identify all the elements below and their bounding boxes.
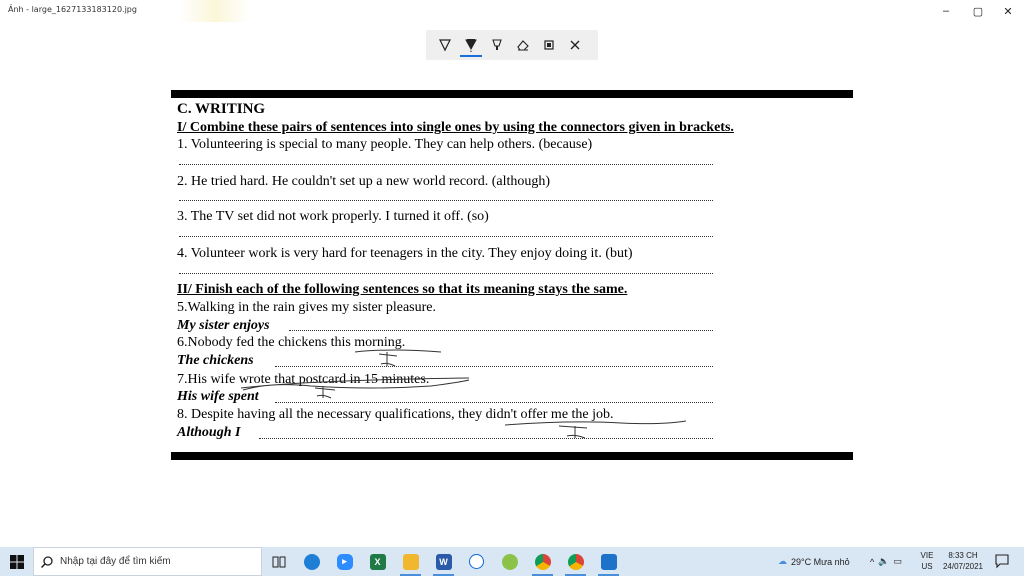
word-button[interactable] bbox=[427, 547, 460, 576]
chrome-icon bbox=[535, 554, 551, 570]
close-icon bbox=[568, 38, 582, 52]
language-bottom: US bbox=[921, 562, 933, 571]
crop-button[interactable] bbox=[536, 32, 562, 58]
notification-icon[interactable] bbox=[994, 553, 1010, 569]
question-4: 4. Volunteer work is very hard for teenagers in the city. They enjoy doing it. (but) bbox=[177, 246, 633, 261]
volume-icon: 🔈 bbox=[878, 556, 890, 566]
question-3: 3. The TV set did not work properly. I turned it off. (so) bbox=[177, 209, 489, 224]
ink-mark-q8 bbox=[559, 426, 587, 438]
answer-line-1 bbox=[179, 164, 713, 165]
answer-line-2 bbox=[179, 200, 713, 201]
weather-widget[interactable] bbox=[778, 547, 850, 576]
chevron-up-icon: ^ bbox=[870, 556, 875, 567]
language-top: VIE bbox=[920, 551, 934, 560]
eraser-icon bbox=[516, 38, 530, 52]
edge-icon bbox=[304, 554, 320, 570]
close-ink-button[interactable] bbox=[562, 32, 588, 58]
minimize-button[interactable]: – bbox=[942, 5, 950, 17]
folder-icon bbox=[403, 554, 419, 570]
file-explorer-button[interactable] bbox=[394, 547, 427, 576]
chrome-icon-2 bbox=[568, 554, 584, 570]
top-border-bar bbox=[171, 90, 853, 98]
ink-toolbar bbox=[426, 30, 598, 60]
ballpoint-pen-icon bbox=[438, 38, 452, 52]
edge-button[interactable] bbox=[295, 547, 328, 576]
zalo-button[interactable] bbox=[460, 547, 493, 576]
taskbar bbox=[0, 547, 1024, 576]
system-tray-icons[interactable] bbox=[870, 547, 902, 576]
photos-icon bbox=[601, 554, 617, 570]
weather-text: 29°C Mưa nhỏ bbox=[791, 556, 850, 567]
ballpoint-pen-button[interactable] bbox=[432, 32, 458, 58]
clock[interactable] bbox=[936, 550, 990, 572]
eraser-button[interactable] bbox=[510, 32, 536, 58]
question-8-start: Although I bbox=[177, 425, 241, 440]
bottom-border-bar bbox=[171, 452, 853, 460]
chrome-profile-button[interactable] bbox=[559, 547, 592, 576]
answer-line-7 bbox=[275, 402, 713, 403]
maximize-button[interactable]: ▢ bbox=[972, 5, 984, 18]
zoom-icon: ▸ bbox=[337, 554, 353, 570]
section1-title: I/ Combine these pairs of sentences into single ones by using the connectors given in brackets. bbox=[177, 120, 734, 135]
question-1: 1. Volunteering is special to many people. They can help others. (because) bbox=[177, 137, 593, 152]
answer-line-3 bbox=[179, 236, 713, 237]
answer-line-8 bbox=[259, 438, 713, 439]
question-7-start: His wife spent bbox=[177, 389, 259, 404]
excel-button[interactable] bbox=[361, 547, 394, 576]
green-app-button[interactable] bbox=[493, 547, 526, 576]
battery-icon: ▭ bbox=[893, 556, 902, 566]
question-7: 7.His wife wrote that postcard in 15 minutes. bbox=[177, 372, 430, 387]
crop-icon bbox=[542, 38, 556, 52]
pencil-button[interactable] bbox=[458, 32, 484, 58]
chrome-button[interactable] bbox=[526, 547, 559, 576]
question-5-start: My sister enjoys bbox=[177, 318, 270, 333]
answer-line-6 bbox=[275, 366, 713, 367]
green-app-icon bbox=[502, 554, 518, 570]
task-view-icon bbox=[272, 556, 286, 568]
worksheet-image bbox=[171, 90, 853, 460]
clock-date: 24/07/2021 bbox=[942, 562, 984, 571]
window-title: Ảnh - large_1627133183120.jpg bbox=[8, 5, 137, 14]
clock-time: 8:33 CH bbox=[948, 551, 978, 560]
ink-mark-q6 bbox=[379, 352, 397, 366]
word-icon: W bbox=[436, 554, 452, 570]
question-6-start: The chickens bbox=[177, 353, 254, 368]
language-indicator[interactable] bbox=[918, 550, 936, 572]
answer-line-5 bbox=[289, 330, 713, 331]
section2-title: II/ Finish each of the following sentences so that its meaning stays the same. bbox=[177, 282, 628, 297]
zoom-button[interactable] bbox=[328, 547, 361, 576]
title-bar bbox=[0, 0, 1024, 22]
question-6: 6.Nobody fed the chickens this morning. bbox=[177, 335, 406, 350]
zalo-icon bbox=[469, 554, 484, 569]
question-2: 2. He tried hard. He couldn't set up a new world record. (although) bbox=[177, 174, 551, 189]
photos-button[interactable] bbox=[592, 547, 625, 576]
section-heading: C. WRITING bbox=[177, 101, 266, 117]
task-view-button[interactable] bbox=[262, 547, 295, 576]
close-window-button[interactable]: ✕ bbox=[1003, 5, 1013, 18]
start-button[interactable] bbox=[0, 547, 33, 576]
question-8: 8. Despite having all the necessary qualifications, they didn't offer me the job. bbox=[177, 407, 614, 422]
highlighter-button[interactable] bbox=[484, 32, 510, 58]
chevron-down-icon: ⌄ bbox=[468, 48, 474, 54]
question-5: 5.Walking in the rain gives my sister pleasure. bbox=[177, 300, 436, 315]
search-placeholder: Nhập tại đây để tìm kiếm bbox=[60, 556, 171, 567]
highlighter-icon bbox=[490, 38, 504, 52]
search-icon bbox=[40, 555, 54, 569]
title-glow bbox=[180, 0, 250, 22]
taskbar-search[interactable] bbox=[33, 547, 262, 576]
windows-logo-icon bbox=[10, 555, 24, 569]
excel-icon: X bbox=[370, 554, 386, 570]
answer-line-4 bbox=[179, 273, 713, 274]
weather-icon: ☁ bbox=[778, 556, 787, 566]
